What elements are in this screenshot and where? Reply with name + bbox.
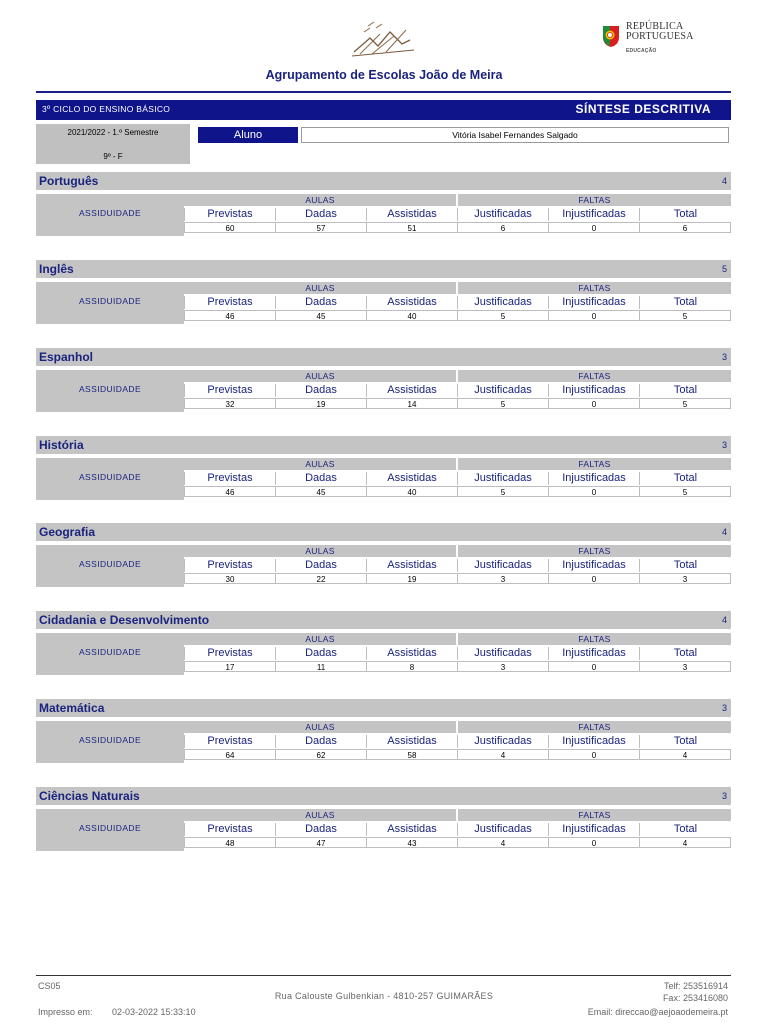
column-header: Assistidas [366, 384, 457, 397]
attendance-value: 30 [184, 573, 275, 584]
column-header: Assistidas [366, 559, 457, 572]
column-header: Dadas [275, 384, 366, 397]
subject-grade: 4 [721, 176, 727, 186]
attendance-value: 3 [457, 661, 548, 672]
faltas-group-header: FALTAS [458, 458, 731, 470]
assiduidade-cell [36, 370, 184, 412]
republica-portuguesa-logo [600, 22, 710, 58]
attendance-value: 47 [275, 837, 366, 848]
title-band [36, 100, 731, 120]
assiduidade-cell [36, 282, 184, 324]
attendance-value: 6 [639, 222, 731, 233]
column-header: Justificadas [457, 296, 548, 309]
column-header: Injustificadas [548, 384, 639, 397]
class-label: 9º - F [103, 152, 123, 161]
assiduidade-label: ASSIDUIDADE [78, 384, 142, 394]
column-header: Justificadas [457, 647, 548, 660]
school-phone: Telf: 253516914 [663, 981, 728, 991]
assiduidade-cell [36, 458, 184, 500]
aulas-group-header: AULAS [184, 458, 456, 470]
subject-grade: 3 [721, 352, 727, 362]
subject-block [36, 699, 731, 787]
attendance-value: 5 [639, 486, 731, 497]
column-header: Total [639, 735, 731, 748]
gov-line-2: PORTUGUESA [626, 31, 694, 42]
column-header: Injustificadas [548, 823, 639, 836]
subject-block [36, 611, 731, 699]
column-header: Justificadas [457, 735, 548, 748]
subject-header [36, 348, 731, 366]
column-header: Assistidas [366, 208, 457, 221]
attendance-value: 4 [457, 837, 548, 848]
report-title: SÍNTESE DESCRITIVA [575, 102, 711, 116]
attendance-value: 32 [184, 398, 275, 409]
attendance-value: 62 [275, 749, 366, 760]
school-name: Agrupamento de Escolas João de Meira [265, 68, 503, 82]
aulas-group-header: AULAS [184, 633, 456, 645]
attendance-value: 40 [366, 310, 457, 321]
subject-name: Cidadania e Desenvolvimento [39, 613, 210, 627]
gov-ministry: EDUCAÇÃO [626, 48, 657, 54]
year-semester: 2021/2022 - 1.º Semestre [67, 128, 159, 137]
attendance-value: 0 [548, 661, 639, 672]
coat-of-arms-icon [600, 22, 622, 48]
assiduidade-label: ASSIDUIDADE [78, 735, 142, 745]
attendance-value: 57 [275, 222, 366, 233]
faltas-group-header: FALTAS [458, 545, 731, 557]
subject-grade: 5 [721, 264, 727, 274]
faltas-group-header: FALTAS [458, 282, 731, 294]
attendance-value: 19 [275, 398, 366, 409]
attendance-value: 5 [457, 310, 548, 321]
subject-grade: 3 [721, 440, 727, 450]
attendance-value: 5 [457, 486, 548, 497]
school-email: Email: direccao@aejoaodemeira.pt [587, 1007, 728, 1017]
faltas-group-header: FALTAS [458, 809, 731, 821]
subject-header [36, 436, 731, 454]
subject-grade: 3 [721, 703, 727, 713]
assiduidade-label: ASSIDUIDADE [78, 208, 142, 218]
subject-grade: 4 [721, 615, 727, 625]
term-box [36, 124, 190, 164]
subject-header [36, 172, 731, 190]
school-fax: Fax: 253416080 [662, 993, 728, 1003]
column-header: Total [639, 384, 731, 397]
attendance-value: 45 [275, 310, 366, 321]
aulas-group-header: AULAS [184, 194, 456, 206]
column-header: Dadas [275, 472, 366, 485]
column-header: Previstas [184, 296, 275, 309]
column-header: Injustificadas [548, 296, 639, 309]
assiduidade-label: ASSIDUIDADE [78, 472, 142, 482]
attendance-value: 51 [366, 222, 457, 233]
attendance-value: 58 [366, 749, 457, 760]
attendance-value: 5 [639, 310, 731, 321]
column-header: Dadas [275, 735, 366, 748]
assiduidade-cell [36, 545, 184, 587]
gov-text [626, 22, 694, 42]
attendance-value: 60 [184, 222, 275, 233]
subject-block [36, 787, 731, 875]
subject-header [36, 260, 731, 278]
subject-block [36, 172, 731, 260]
attendance-value: 14 [366, 398, 457, 409]
column-header: Injustificadas [548, 472, 639, 485]
column-header: Previstas [184, 823, 275, 836]
attendance-value: 64 [184, 749, 275, 760]
column-header: Assistidas [366, 823, 457, 836]
column-header: Dadas [275, 559, 366, 572]
assiduidade-label: ASSIDUIDADE [78, 647, 142, 657]
aulas-group-header: AULAS [184, 721, 456, 733]
attendance-value: 5 [639, 398, 731, 409]
aulas-group-header: AULAS [184, 282, 456, 294]
attendance-value: 0 [548, 222, 639, 233]
subject-header [36, 523, 731, 541]
attendance-value: 0 [548, 749, 639, 760]
assiduidade-cell [36, 721, 184, 763]
assiduidade-label: ASSIDUIDADE [78, 559, 142, 569]
footer-divider [36, 975, 731, 976]
faltas-group-header: FALTAS [458, 370, 731, 382]
column-header: Assistidas [366, 647, 457, 660]
column-header: Previstas [184, 472, 275, 485]
column-header: Total [639, 823, 731, 836]
attendance-value: 4 [457, 749, 548, 760]
subject-grade: 4 [721, 527, 727, 537]
column-header: Total [639, 296, 731, 309]
assiduidade-cell [36, 809, 184, 851]
student-name: Vitória Isabel Fernandes Salgado [301, 127, 729, 143]
column-header: Previstas [184, 735, 275, 748]
column-header: Justificadas [457, 208, 548, 221]
attendance-value: 0 [548, 837, 639, 848]
cycle-label: 3º CICLO DO ENSINO BÁSICO [42, 104, 171, 114]
aulas-group-header: AULAS [184, 545, 456, 557]
attendance-value: 22 [275, 573, 366, 584]
attendance-value: 3 [457, 573, 548, 584]
subject-name: Espanhol [39, 350, 94, 364]
faltas-group-header: FALTAS [458, 633, 731, 645]
column-header: Previstas [184, 208, 275, 221]
subject-block [36, 523, 731, 611]
attendance-value: 4 [639, 749, 731, 760]
attendance-value: 3 [639, 661, 731, 672]
column-header: Previstas [184, 647, 275, 660]
column-header: Previstas [184, 559, 275, 572]
column-header: Dadas [275, 208, 366, 221]
attendance-value: 19 [366, 573, 457, 584]
aulas-group-header: AULAS [184, 370, 456, 382]
column-header: Previstas [184, 384, 275, 397]
column-header: Injustificadas [548, 735, 639, 748]
column-header: Dadas [275, 823, 366, 836]
column-header: Total [639, 208, 731, 221]
column-header: Dadas [275, 296, 366, 309]
subject-name: Inglês [39, 262, 74, 276]
attendance-value: 4 [639, 837, 731, 848]
aulas-group-header: AULAS [184, 809, 456, 821]
column-header: Assistidas [366, 472, 457, 485]
subject-grade: 3 [721, 791, 727, 801]
attendance-value: 0 [548, 486, 639, 497]
attendance-value: 46 [184, 310, 275, 321]
attendance-value: 3 [639, 573, 731, 584]
column-header: Assistidas [366, 296, 457, 309]
printed-label: Impresso em: [38, 1007, 93, 1017]
column-header: Justificadas [457, 559, 548, 572]
column-header: Injustificadas [548, 208, 639, 221]
subject-header [36, 611, 731, 629]
subject-name: Português [39, 174, 99, 188]
school-logo [350, 20, 416, 60]
column-header: Justificadas [457, 472, 548, 485]
subject-block [36, 348, 731, 436]
column-header: Justificadas [457, 384, 548, 397]
assiduidade-label: ASSIDUIDADE [78, 296, 142, 306]
column-header: Assistidas [366, 735, 457, 748]
subject-name: Matemática [39, 701, 105, 715]
printed-date: 02-03-2022 15:33:10 [112, 1007, 196, 1017]
attendance-value: 8 [366, 661, 457, 672]
subject-block [36, 436, 731, 524]
attendance-value: 46 [184, 486, 275, 497]
document-code: CS05 [38, 981, 61, 991]
column-header: Total [639, 559, 731, 572]
attendance-value: 5 [457, 398, 548, 409]
subject-name: Ciências Naturais [39, 789, 140, 803]
attendance-value: 0 [548, 310, 639, 321]
faltas-group-header: FALTAS [458, 194, 731, 206]
column-header: Total [639, 647, 731, 660]
attendance-value: 45 [275, 486, 366, 497]
column-header: Dadas [275, 647, 366, 660]
subject-name: Geografia [39, 525, 96, 539]
subject-header [36, 787, 731, 805]
subject-block [36, 260, 731, 348]
column-header: Injustificadas [548, 559, 639, 572]
attendance-value: 6 [457, 222, 548, 233]
column-header: Injustificadas [548, 647, 639, 660]
attendance-value: 43 [366, 837, 457, 848]
attendance-value: 0 [548, 398, 639, 409]
column-header: Justificadas [457, 823, 548, 836]
faltas-group-header: FALTAS [458, 721, 731, 733]
student-label: Aluno [198, 127, 298, 143]
assiduidade-cell [36, 194, 184, 236]
subject-name: História [39, 438, 84, 452]
header-divider [36, 91, 731, 93]
column-header: Total [639, 472, 731, 485]
attendance-value: 40 [366, 486, 457, 497]
gov-line-1: REPÚBLICA [626, 21, 684, 32]
attendance-value: 11 [275, 661, 366, 672]
attendance-value: 48 [184, 837, 275, 848]
school-address: Rua Calouste Gulbenkian - 4810-257 GUIMARÃES [274, 991, 494, 1001]
attendance-value: 0 [548, 573, 639, 584]
subject-header [36, 699, 731, 717]
assiduidade-cell [36, 633, 184, 675]
assiduidade-label: ASSIDUIDADE [78, 823, 142, 833]
attendance-value: 17 [184, 661, 275, 672]
